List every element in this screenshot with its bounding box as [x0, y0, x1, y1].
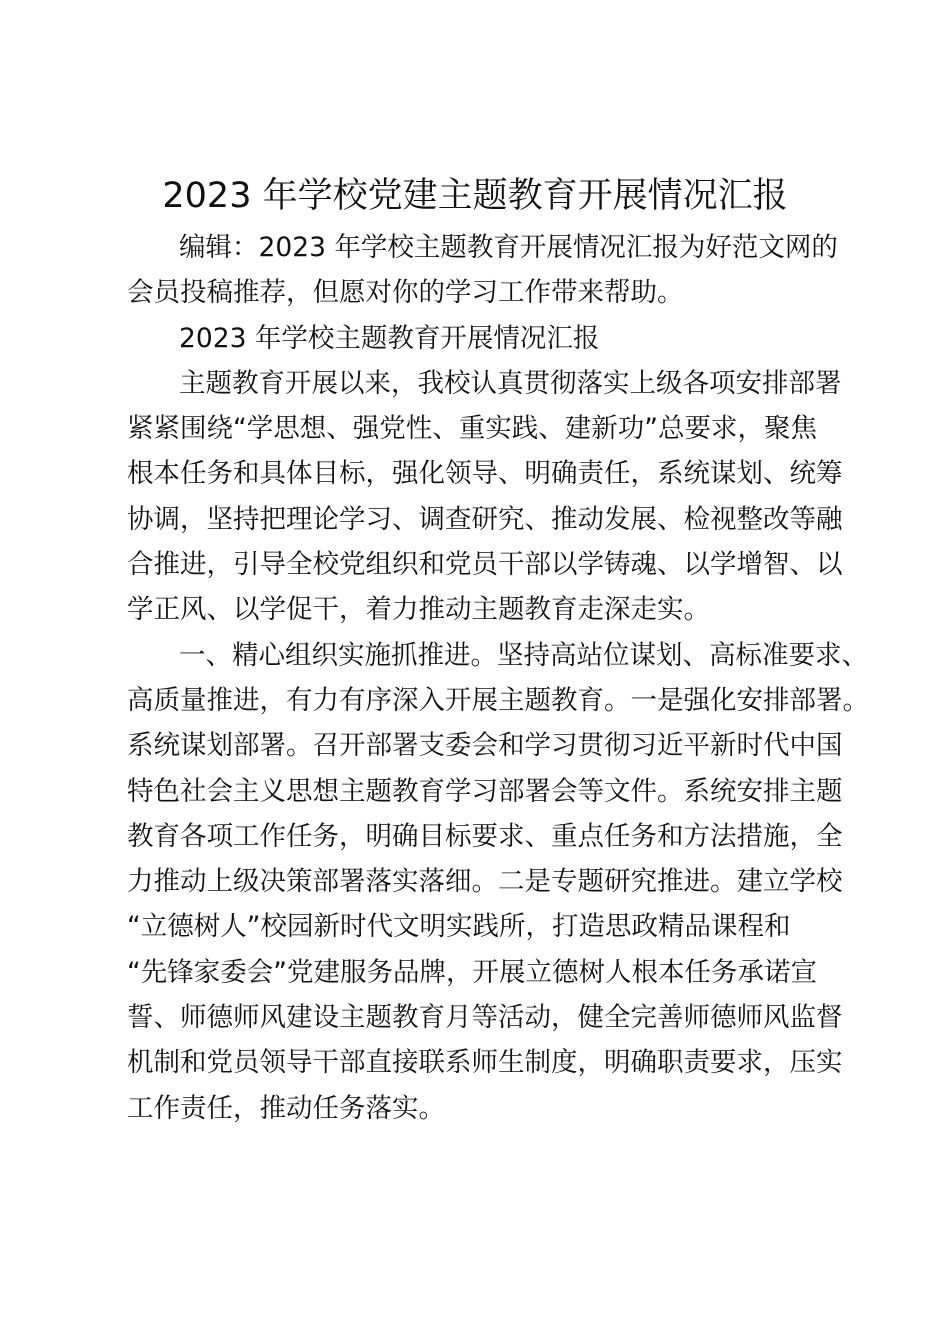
paragraph-line: 根本任务和具体目标，强化领导、明确责任，系统谋划、统筹 — [127, 458, 843, 490]
paragraph-line: 工作责任，推动任务落实。 — [127, 1092, 445, 1124]
paragraph-line: 系统谋划部署。召开部署支委会和学习贯彻习近平新时代中国 — [127, 730, 843, 762]
section-heading-line: 一、精心组织实施抓推进。坚持高站位谋划、高标准要求、 — [179, 639, 868, 671]
subtitle-line: 2023 年学校主题教育开展情况汇报 — [179, 322, 600, 354]
paragraph-line: 机制和党员领导干部直接联系师生制度，明确职责要求，压实 — [127, 1047, 843, 1079]
paragraph-line: 高质量推进，有力有序深入开展主题教育。一是强化安排部署。 — [127, 684, 869, 716]
paragraph-line: 主题教育开展以来，我校认真贯彻落实上级各项安排部署 — [179, 367, 842, 399]
paragraph-line: 誓、师德师风建设主题教育月等活动，健全完善师德师风监督 — [127, 1002, 843, 1034]
paragraph-line: 教育各项工作任务，明确目标要求、重点任务和方法措施，全 — [127, 820, 843, 852]
paragraph-line: 合推进，引导全校党组织和党员干部以学铸魂、以学增智、以 — [127, 549, 843, 581]
paragraph-line: 协调，坚持把理论学习、调查研究、推动发展、检视整改等融 — [127, 503, 843, 535]
paragraph-line: “立德树人”校园新时代文明实践所，打造思政精品课程和 — [127, 911, 791, 943]
paragraph-line: 力推动上级决策部署落实落细。二是专题研究推进。建立学校 — [127, 866, 843, 898]
paragraph-line: “先锋家委会”党建服务品牌，开展立德树人根本任务承诺宣 — [127, 956, 817, 988]
editor-note-line: 会员投稿推荐，但愿对你的学习工作带来帮助。 — [127, 277, 684, 309]
paragraph-line: 学正风、以学促干，着力推动主题教育走深走实。 — [127, 594, 710, 626]
document-body — [127, 225, 869, 1131]
paragraph-line: 紧紧围绕“学思想、强党性、重实践、建新功”总要求，聚焦 — [127, 413, 817, 445]
editor-note-line: 编辑：2023 年学校主题教育开展情况汇报为好范文网的 — [179, 232, 838, 263]
paragraph-line: 特色社会主义思想主题教育学习部署会等文件。系统安排主题 — [127, 775, 843, 807]
document-title: 2023 年学校党建主题教育开展情况汇报 — [162, 176, 788, 216]
